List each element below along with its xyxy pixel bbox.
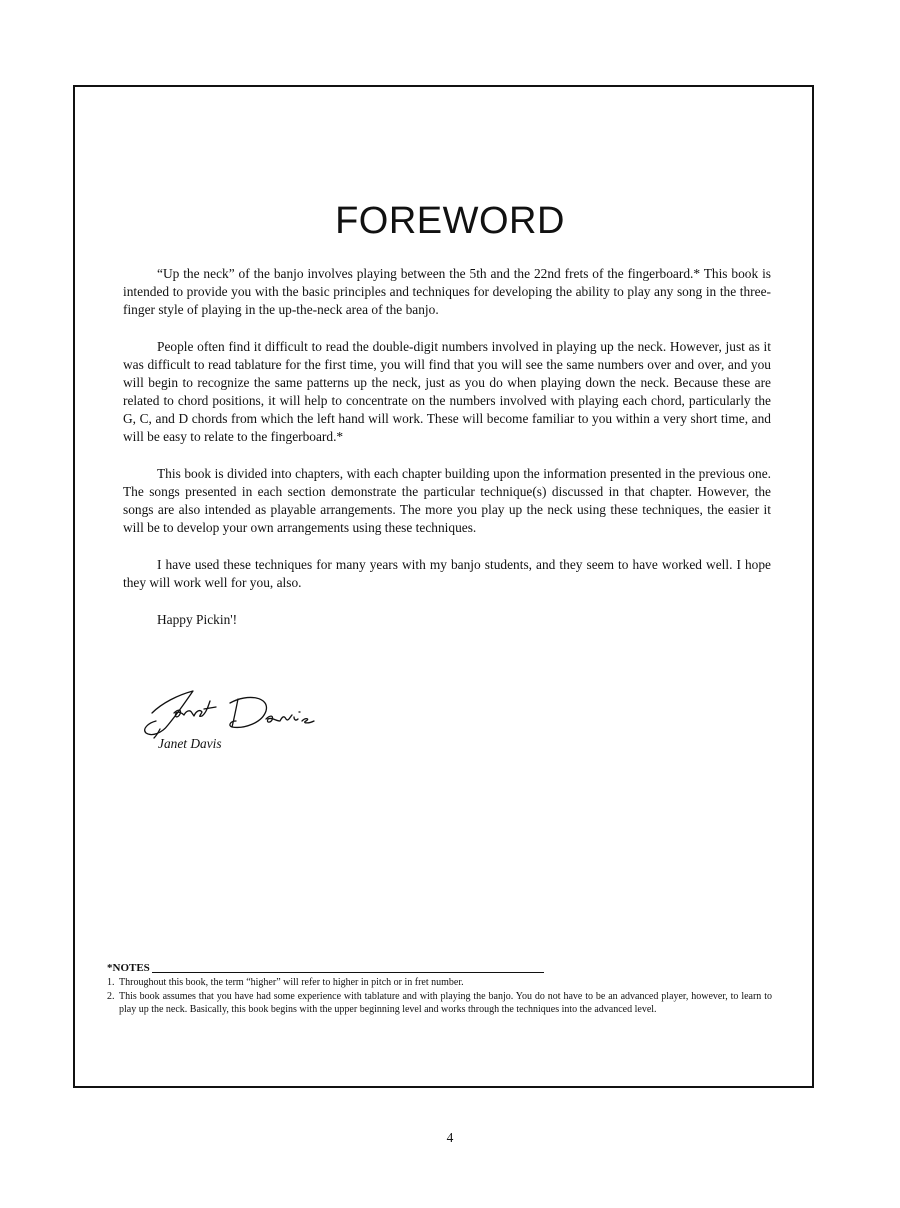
note-text: This book assumes that you have had some experience with tablature and with playing the banjo. You do not have to be an advanced player, however, to learn to play up the neck. Basically, this book begins with the upper beginning level and works through the techniques into the advanced level.	[119, 991, 772, 1015]
note-text: Throughout this book, the term “higher” will refer to higher in pitch or in fret number.	[119, 976, 464, 988]
notes-section	[107, 962, 772, 1016]
note-number: 2.	[107, 991, 115, 1002]
handwritten-signature	[138, 683, 328, 739]
paragraph-3: This book is divided into chapters, with each chapter building upon the information presented in the previous one. The songs presented in each section demonstrate the particular technique(s) discussed in that chapter. However, the songs are also intended as playable arrangements. The more you play up the neck using these techniques, the easier it will be to develop your own arrangements using these techniques.	[123, 466, 771, 535]
note-item	[107, 977, 772, 990]
notes-heading: *NOTES	[107, 962, 150, 974]
note-number: 1.	[107, 976, 115, 988]
notes-divider	[152, 972, 544, 973]
page-number: 4	[446, 1130, 454, 1145]
notes-heading-row	[107, 962, 772, 975]
author-name: Janet Davis	[158, 736, 222, 751]
paragraph-1: “Up the neck” of the banjo involves playing between the 5th and the 22nd frets of the fingerboard.* This book is intended to provide you with the basic principles and techniques for developing the ability to play any song in the three-finger style of playing in the up-the-neck area of the banjo.	[123, 266, 771, 317]
closing-line: Happy Pickin'!	[157, 612, 238, 627]
page-title: FOREWORD	[335, 200, 565, 242]
paragraph-4: I have used these techniques for many years with my banjo students, and they seem to have worked well. I hope they will work well for you, also.	[123, 557, 771, 590]
note-item	[107, 991, 772, 1016]
paragraph-2: People often find it difficult to read the double-digit numbers involved in playing up the neck. However, just as it was difficult to read tablature for the first time, you will find that you will see the same numbers over and over, and you will begin to recognize the same patterns up the neck, just as you do when playing down the neck. Because these are related to chord positions, it will help to concentrate on the numbers involved with playing each chord, particularly the G, C, and D chords from which the left hand will work. These will become familiar to you within a very short time, and will be easy to relate to the fingerboard.*	[123, 339, 771, 444]
signature-text: Janet Davis	[138, 683, 143, 684]
foreword-body	[123, 265, 771, 648]
